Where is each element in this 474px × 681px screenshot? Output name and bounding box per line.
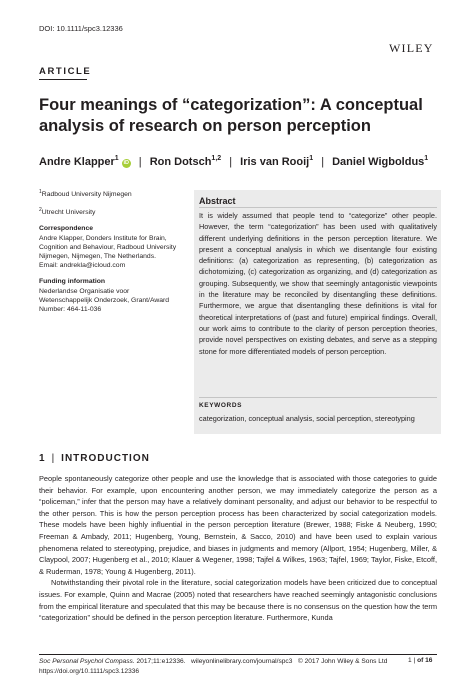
correspondence-email[interactable]: Email: andrekla@icloud.com <box>39 262 126 270</box>
article-type: ARTICLE <box>39 66 92 77</box>
page-separator: | <box>413 657 416 664</box>
section-heading <box>39 453 150 464</box>
body-paragraph: Notwithstanding their pivotal role in the literature, social categorization models have been criticized due to conceptual issues. For example, Quinn and Macrae (2005) noted that researchers have reached seemingly antagonistic conclusions from the empirical literature and speculated that this may be because there is no consensus on the question how the term “categorization” should be defined in the person perception literature. Furthermore, Kunda <box>39 578 437 623</box>
affiliation: $^2$Utrecht University <box>39 207 96 217</box>
author-separator: | <box>229 156 233 168</box>
orcid-icon[interactable]: iD <box>123 160 129 166</box>
author-affiliation-sup: 1 <box>309 155 314 162</box>
author-separator: | <box>321 156 325 168</box>
article-type-rule <box>39 79 87 80</box>
section-title: INTRODUCTION <box>61 453 150 464</box>
page-number <box>408 657 432 664</box>
abstract-divider <box>199 207 437 208</box>
author-list <box>39 155 428 168</box>
funding-line: Nederlandse Organisatie voor <box>39 287 130 295</box>
author-affiliation-sup: 1 <box>114 155 119 162</box>
keywords-text: categorization, conceptual analysis, social perception, stereotyping <box>199 414 415 423</box>
publisher-logo: WILEY <box>389 41 434 55</box>
page-total: of 16 <box>417 657 433 664</box>
section-number: 1 <box>39 453 46 464</box>
author-affiliation-sup: 1,2 <box>211 155 222 162</box>
correspondence-line: Andre Klapper, Donders Institute for Brain, <box>39 234 167 242</box>
footer-copyright: © 2017 John Wiley & Sons Ltd <box>297 658 388 665</box>
footer-volume: 2017;11:e12336. <box>134 658 186 665</box>
author-name: Daniel Wigboldus <box>332 156 425 168</box>
footer-rule <box>39 654 437 655</box>
abstract-text: It is widely assumed that people tend to “categorize” other people. However, the term “categorization” has been used with qualitatively different underlying definitions in the person perception literature. We present a conceptual analysis in which we disentangle four existing definitions: (a) categorization as representing, (b) categorization as dichotomizing, (c) categorization as organizing, and (d) categorization as grouping. Subsequently, we show that seemingly antagonistic viewpoints in the literature may be reconciled by disentangling these definitions. Furthermore, we argue that disentangling these definitions is vital for theoretical interpretations of (past and future) empirical findings. Overall, our work aims to contribute to the clarity of person perception theories, provide novel perspectives on existing debates, and serve as a stepping stone for more differentiated models of person perception. <box>199 211 437 356</box>
footer-citation <box>39 657 387 676</box>
correspondence-heading: Correspondence <box>39 225 94 233</box>
affiliation: $^1$Radboud University Nijmegen <box>39 189 132 198</box>
footer-journal: Soc Personal Psychol Compass. <box>39 658 135 665</box>
author-name: Ron Dotsch <box>149 156 212 168</box>
body-text <box>39 473 437 624</box>
correspondence-line: Cognition and Behaviour, Radboud University <box>39 243 177 251</box>
footer-doi[interactable]: https://doi.org/10.1111/spc3.12336 <box>39 667 140 675</box>
page-current: 1 <box>408 657 412 664</box>
funding-heading: Funding information <box>39 278 106 286</box>
funding-line: Wetenschappelijk Onderzoek, Grant/Award <box>39 296 170 304</box>
keywords-divider <box>199 397 437 398</box>
front-matter-sidebar <box>39 188 179 314</box>
correspondence-line: Nijmegen, Nijmegen, The Netherlands. <box>39 253 156 261</box>
funding-line: Number: 464-11-036 <box>39 306 102 314</box>
author-affiliation-sup: 1 <box>424 155 429 162</box>
author-separator: | <box>138 156 142 168</box>
author-name: Andre Klapper <box>39 156 115 168</box>
body-paragraph: People spontaneously categorize other people and use the knowledge that is associated with those categories to guide their behavior. For example, upon encountering another person, we may immediately categorize the person as a “policeman,” infer that the person may have a relatively dominant personality, and adjust our behavior to be respectful to the other person. This is how the person perception process has been characterized by social categorization models. These models have been highly influential in the person perception literature (Brewer, 1988; Fiske & Neuberg, 1990; Freeman & Ambady, 2011; Hugenberg, Young, Bernstein, & Sacco, 2010) and have been used to explain various phenomena related to stereotyping, prejudice, and biases in judgments and memory (Allport, 1954; Hugenberg, Miller, & Claypool, 2007; Hugenberg et al., 2010; Klauer & Wegener, 1998; Tajfel & Wilkes, 1963; Tajfel, 1969; Taylor, Fiske, Etcoff, & Ruderman, 1978; Young & Hugenberg, 2011). <box>39 474 437 576</box>
keywords-heading: KEYWORDS <box>199 402 243 409</box>
footer-url[interactable]: wileyonlinelibrary.com/journal/spc3 <box>191 658 293 665</box>
abstract-heading: Abstract <box>199 196 236 206</box>
section-separator: | <box>51 453 56 464</box>
article-title: Four meanings of “categorization”: A conceptual analysis of research on person perception <box>39 96 423 135</box>
author-name: Iris van Rooij <box>240 156 310 168</box>
doi-line: DOI: 10.1111/spc3.12336 <box>39 24 123 33</box>
